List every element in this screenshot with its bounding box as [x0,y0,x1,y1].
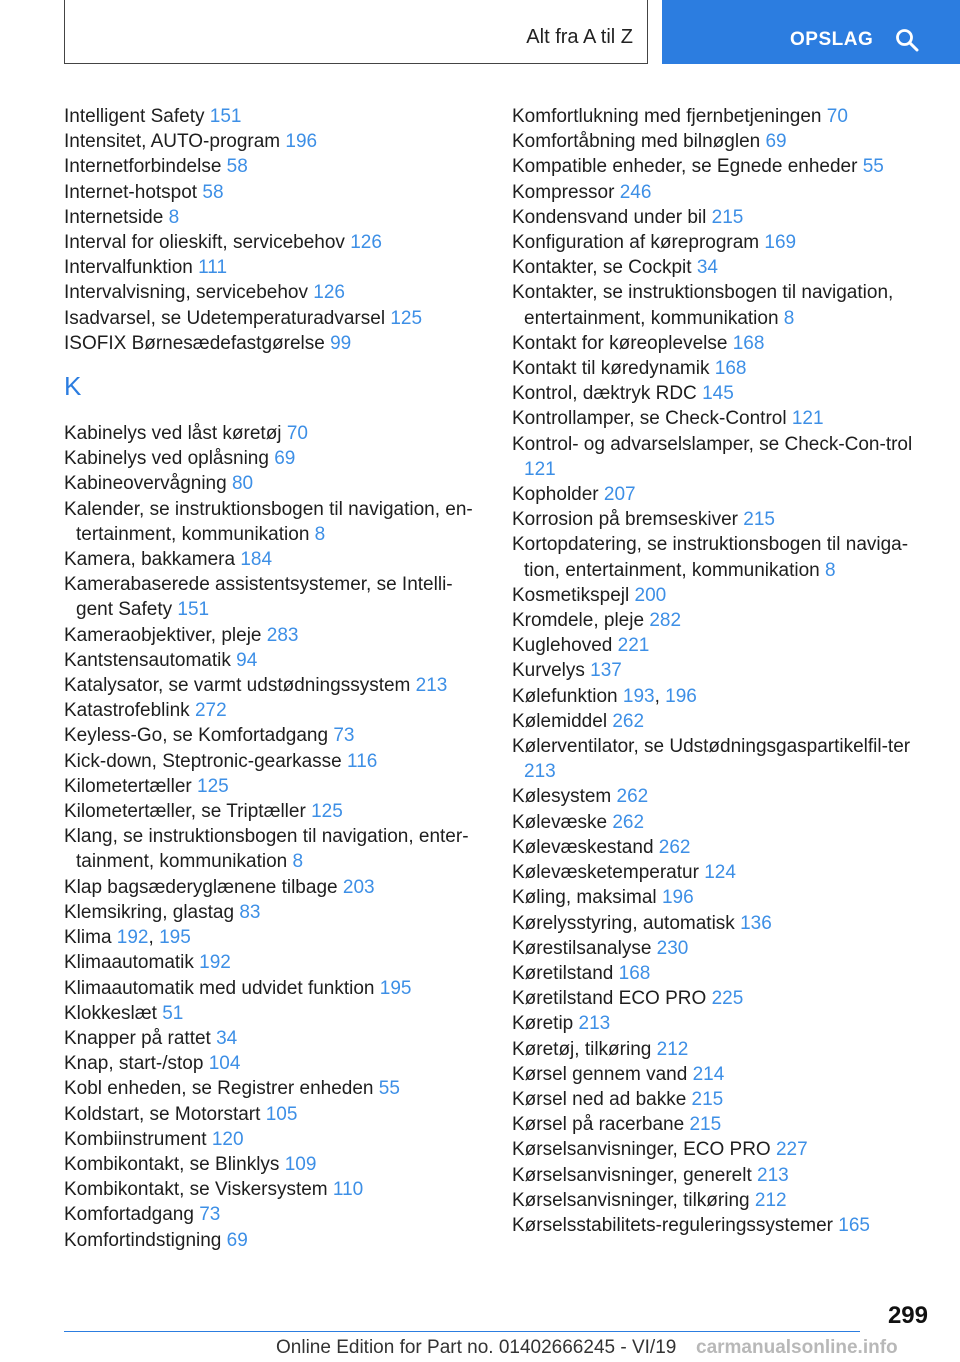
index-entry-text: Kontrollamper, se Check-Control [512,408,787,430]
page-link[interactable]: 212 [656,1038,689,1060]
index-entry [64,749,484,774]
index-entry-text: Kølevæsketemperatur [512,862,699,884]
page-link[interactable]: 8 [314,523,326,545]
page-link[interactable]: 126 [350,232,382,254]
page-link[interactable]: 221 [617,635,650,657]
index-list-k [64,421,484,1253]
index-entry [64,1051,484,1076]
page-link[interactable]: 214 [692,1063,725,1085]
page-link[interactable]: 58 [226,156,248,178]
page-link[interactable]: 283 [266,624,299,646]
index-entry [64,280,484,305]
index-entry [512,1087,932,1112]
index-entry [64,723,484,748]
index-entry-text: Komfortadgang [64,1204,194,1226]
page-link[interactable]: 73 [199,1204,221,1226]
index-entry-text: Kombikontakt, se Blinklys [64,1153,280,1175]
page-link[interactable]: 55 [862,156,884,178]
index-entry: Klima 192, 195 [64,927,191,949]
page-number: 299 [887,1302,928,1329]
index-entry [512,784,932,809]
index-entry-text: Knap, start-/stop [64,1053,204,1075]
index-entry-text: Kontrol- og advarselslamper, se Check-Con-trol [512,433,913,455]
page-link[interactable]: 200 [634,584,667,606]
index-entry-text: Komfortlukning med fjernbetjeningen [512,106,822,127]
index-entry-text: Klang, se instruktionsbogen til navigation, enter-tainment, kommunikation [64,826,469,873]
page-link[interactable]: 8 [825,559,836,581]
index-entry-text: Køretøj, tilkøring [512,1038,652,1060]
page-link[interactable]: 165 [838,1214,870,1236]
index-entry [512,835,932,860]
index-entry-text: Kamera, bakkamera [64,549,236,571]
page-link[interactable]: 111 [198,257,228,279]
index-entry [64,1102,484,1127]
index-entry-text: Kørselsstabilitets-reguleringssystemer [512,1214,833,1236]
page-link[interactable]: 195 [159,927,191,949]
page-link[interactable]: 212 [754,1189,787,1211]
header [0,0,960,66]
index-entry: Kølefunktion 193, 196 [512,685,697,707]
index-entry [64,698,484,723]
index-entry [512,230,932,255]
index-entry-text: Kørelysstyring, automatisk [512,912,735,934]
page-link[interactable]: 8 [168,206,180,228]
index-entry [64,230,484,255]
index-entry [64,306,484,331]
index-entry [512,129,932,154]
index-entry-text: Kortopdatering, se instruktionsbogen til naviga-tion, entertainment, kommunikation [512,534,909,581]
footer-edition: Online Edition for Part no. 01402666245 - VI/19 [276,1337,677,1358]
tab-search[interactable] [662,0,960,64]
index-entry [512,936,932,961]
index-entry-text: Kalender, se instruktionsbogen til navigation, en-tertainment, kommunikation [64,498,473,545]
page-link[interactable]: 168 [618,962,651,984]
index-entry-text: Kørestilsanalyse [512,937,652,959]
index-entry-text: Køling, maksimal [512,887,657,909]
page-link[interactable]: 215 [691,1088,724,1110]
page-link[interactable]: 120 [211,1128,244,1150]
page-link[interactable]: 125 [197,775,229,797]
index-entry-text: Kabinelys ved oplåsning [64,448,269,470]
page-link[interactable]: 8 [783,307,795,329]
index-entry-text: Kørsel ned ad bakke [512,1088,687,1110]
index-entry [512,154,932,179]
index-entry [64,1177,484,1202]
index-entry [512,961,932,986]
page-link[interactable]: 195 [379,977,412,999]
index-entry-text: Klemsikring, glastag [64,901,235,923]
page-link[interactable]: 196 [661,887,694,909]
index-entry [64,471,484,496]
index-entry-text: Kørsel på racerbane [512,1114,685,1136]
page-link[interactable]: 225 [711,988,744,1010]
section-letter: K [64,371,82,402]
page-link[interactable]: 246 [619,181,652,203]
index-entry [64,1127,484,1152]
index-entry-text: Kobl enheden, se Registrer enheden [64,1078,374,1100]
index-entry [512,482,932,507]
index-entry-text: Kabinelys ved låst køretøj [64,423,282,445]
index-entry-text: Kørselsanvisninger, tilkøring [512,1189,750,1211]
index-entry-text: Komfortåbning med bilnøglen [512,131,761,153]
index-entry [512,608,932,633]
index-entry [512,104,932,129]
index-entry-text: Keyless-Go, se Komfortadgang [64,725,329,747]
page-link[interactable]: 125 [311,801,343,823]
index-entry [512,1163,932,1188]
index-entry [64,497,484,547]
index-entry-text: Klimaautomatik med udvidet funktion [64,977,375,999]
index-entry-text: Kontakter, se Cockpit [512,257,692,279]
index-entry [64,1202,484,1227]
page-link[interactable]: 192 [199,952,231,974]
index-entry [512,280,932,330]
index-entry [512,205,932,230]
index-entry [64,572,484,622]
index-entry-text: Kurvelys [512,660,585,682]
index-entry [512,911,932,936]
index-column-right [512,104,932,1238]
page-link[interactable]: 215 [711,206,744,228]
page-link[interactable]: 168 [732,332,765,354]
index-entry-text: Kompressor [512,181,615,203]
page-link[interactable]: 73 [333,725,355,747]
index-entry [64,1076,484,1101]
index-entry [64,205,484,230]
index-entry-text: Klap bagsæderyglænene tilbage [64,876,338,898]
page-link[interactable]: 272 [194,700,227,722]
index-entry [512,658,932,683]
index-entry [64,824,484,874]
page-link[interactable]: 94 [236,649,258,671]
page-link[interactable]: 169 [764,232,797,254]
index-entry-text: Kopholder [512,484,599,506]
index-entry [512,1213,932,1238]
index-entry [512,810,932,835]
index-entry [512,986,932,1011]
index-entry-text: Kølefunktion [512,685,618,707]
index-entry-text: Kørsel gennem vand [512,1063,688,1085]
index-entry-text: Kontakt for køreoplevelse [512,332,728,354]
page-link[interactable]: 99 [330,332,352,354]
page-link[interactable]: 121 [791,408,824,430]
index-entry-text: Køretilstand [512,962,614,984]
index-entry [512,255,932,280]
index-entry-text: Kørselsanvisninger, generelt [512,1164,752,1186]
page-link[interactable]: 203 [342,876,375,898]
page-link[interactable]: 193 [622,685,655,707]
page-link[interactable]: 105 [265,1103,298,1125]
index-entry [512,532,932,582]
index-entry-text: Kombiinstrument [64,1128,207,1150]
page-link[interactable]: 151 [209,106,242,127]
index-entry [64,623,484,648]
page-link[interactable]: 227 [775,1139,808,1161]
page-link[interactable]: 58 [202,181,224,203]
index-entry-text: Komfortindstigning [64,1229,222,1251]
page-link[interactable]: 104 [208,1053,241,1075]
index-entry [512,180,932,205]
page-link[interactable]: 80 [231,473,254,495]
index-entry [64,331,484,356]
page-link[interactable]: 83 [239,901,261,923]
index-entry-text: Intervalvisning, servicebehov [64,282,308,304]
index-entry-text: Kølevæske [512,811,608,833]
index-entry [512,885,932,910]
index-entry-text: Køretip [512,1013,574,1035]
index-entry-text: Kilometertæller [64,775,192,797]
index-entry-text: Kølerventilator, se Udstødningsgaspartikelfil-ter [512,736,911,758]
page-link[interactable]: 213 [415,675,448,697]
index-entry [64,1152,484,1177]
index-entry-text: Kontakter, se instruktionsbogen til navigation, entertainment, kommunikation [512,282,894,329]
index-entry [64,774,484,799]
index-list-k-continued [512,104,932,1238]
page-link[interactable]: 126 [313,282,345,304]
index-entry-text: Intelligent Safety [64,106,205,127]
index-entry-text: Klima [64,927,112,949]
index-entry [64,547,484,572]
index-entry [64,976,484,1001]
index-entry-text: Katastrofeblink [64,700,190,722]
page-link[interactable]: 55 [378,1078,400,1100]
index-entry [512,583,932,608]
index-entry [64,1001,484,1026]
page-link[interactable]: 196 [285,131,318,153]
page-link[interactable]: 121 [524,458,556,480]
page-link[interactable]: 109 [284,1153,317,1175]
index-entry-text: Klimaautomatik [64,952,194,974]
page-link[interactable]: 116 [347,750,378,772]
index-entry-text: Kosmetikspejl [512,584,630,606]
index-entry [64,154,484,179]
index-entry [512,1188,932,1213]
index-entry [64,648,484,673]
search-icon [895,28,919,52]
index-entry-text: Kørselsanvisninger, ECO PRO [512,1139,771,1161]
index-entry [512,381,932,406]
index-entry [512,356,932,381]
index-entry-text: Kompatible enheder, se Egnede enheder [512,156,858,178]
page-link[interactable]: 34 [696,257,718,279]
index-entry-text: Intervalfunktion [64,257,193,279]
index-entry-text: Kromdele, pleje [512,610,645,632]
index-entry [64,900,484,925]
index-entry [512,331,932,356]
page-link[interactable]: 213 [524,761,556,783]
index-entry-text: Kick-down, Steptronic-gearkasse [64,750,342,772]
page-link[interactable]: 230 [656,937,689,959]
index-entry [64,446,484,471]
index-entry [512,507,932,532]
index-entry-text: Isadvarsel, se Udetemperaturadvarsel [64,307,386,329]
page-link[interactable]: 168 [714,358,747,380]
index-entry [512,734,932,784]
index-entry [64,799,484,824]
page-link[interactable]: 136 [740,912,772,934]
page-link[interactable]: 192 [116,927,149,949]
page-link[interactable]: 125 [390,307,423,329]
page-link[interactable]: 207 [603,484,636,506]
index-entry-text: Kantstensautomatik [64,649,231,671]
tab-a-to-z[interactable] [64,0,648,64]
index-entry-text: Kontakt til køredynamik [512,358,710,380]
index-entry-text: Kuglehoved [512,635,613,657]
index-entry-text: Internetside [64,206,164,228]
index-entry-text: ISOFIX Børnesædefastgørelse [64,332,325,354]
index-list-i [64,104,484,356]
page-link[interactable]: 8 [292,851,304,873]
index-entry-text: Korrosion på bremseskiver [512,509,738,531]
index-entry-text: Kameraobjektiver, pleje [64,624,262,646]
page-link[interactable]: 262 [612,811,645,833]
index-entry-text: Klokkeslæt [64,1002,157,1024]
page-link[interactable]: 69 [274,448,296,470]
index-entry-text: Knapper på rattet [64,1027,211,1049]
index-entry [64,104,484,129]
index-entry [512,1112,932,1137]
page-link[interactable]: 282 [649,610,682,632]
page-link[interactable]: 124 [704,862,736,884]
index-entry [512,432,932,482]
page-link[interactable]: 262 [658,836,691,858]
index-entry [64,129,484,154]
index-entry [64,180,484,205]
index-entry-text: Kølevæskestand [512,836,654,858]
footer-divider [64,1331,860,1332]
page-link[interactable]: 151 [177,599,210,621]
index-entry-text: Katalysator, se varmt udstødningssystem [64,675,411,697]
index-entry-text: Intensitet, AUTO-program [64,131,281,153]
page-link[interactable]: 215 [743,509,775,531]
index-entry-text: Kombikontakt, se Viskersystem [64,1179,328,1201]
index-entry [512,1062,932,1087]
index-entry [64,1026,484,1051]
index-entry-text: Kondensvand under bil [512,206,707,228]
index-entry-text: Kabineovervågning [64,473,227,495]
page-link[interactable]: 110 [332,1179,364,1201]
index-entry [512,406,932,431]
page-link[interactable]: 70 [286,423,308,445]
index-entry [64,875,484,900]
page-link[interactable]: 262 [612,710,645,732]
page-link[interactable]: 213 [578,1013,611,1035]
page-link[interactable]: 137 [590,660,622,682]
page-link[interactable]: 145 [702,383,734,405]
index-entry [64,421,484,446]
index-entry-text: Kølemiddel [512,710,608,732]
page-link[interactable]: 51 [162,1002,184,1024]
index-entry [512,1137,932,1162]
page-link[interactable]: 34 [216,1027,238,1049]
page-link[interactable]: 196 [665,685,697,707]
index-entry [512,860,932,885]
index-entry [512,1011,932,1036]
tab-search-label: OPSLAG [790,29,874,50]
index-entry-text: Internetforbindelse [64,156,222,178]
index-column-left [64,104,484,1253]
index-entry-text: Interval for olieskift, servicebehov [64,232,345,254]
index-entry-text: Køretilstand ECO PRO [512,988,707,1010]
index-entry-text: Kontrol, dæktryk RDC [512,383,697,405]
index-entry [64,255,484,280]
index-entry-text: Kilometertæller, se Triptæller [64,801,306,823]
page-link[interactable]: 69 [226,1229,248,1251]
index-entry-text: Kamerabaserede assistentsystemer, se Intelli-gent Safety [64,574,453,621]
index-entry [512,709,932,734]
index-entry-text: Kølesystem [512,786,612,808]
footer-watermark: carmanualsonline.info [696,1337,898,1358]
index-entry [512,633,932,658]
page-link[interactable]: 69 [765,131,787,153]
page-link[interactable]: 215 [689,1114,722,1136]
index-entry [64,673,484,698]
page-link[interactable]: 213 [757,1164,789,1186]
index-entry [64,950,484,975]
page-link[interactable]: 70 [826,106,848,127]
page-link[interactable]: 262 [616,786,649,808]
index-entry-text: Konfiguration af køreprogram [512,232,760,254]
index-entry [64,1228,484,1253]
index-entry [512,1037,932,1062]
index-entry-text: Internet-hotspot [64,181,198,203]
index-entry-text: Koldstart, se Motorstart [64,1103,261,1125]
tab-a-to-z-label: Alt fra A til Z [526,26,633,48]
page-link[interactable]: 184 [240,549,273,571]
